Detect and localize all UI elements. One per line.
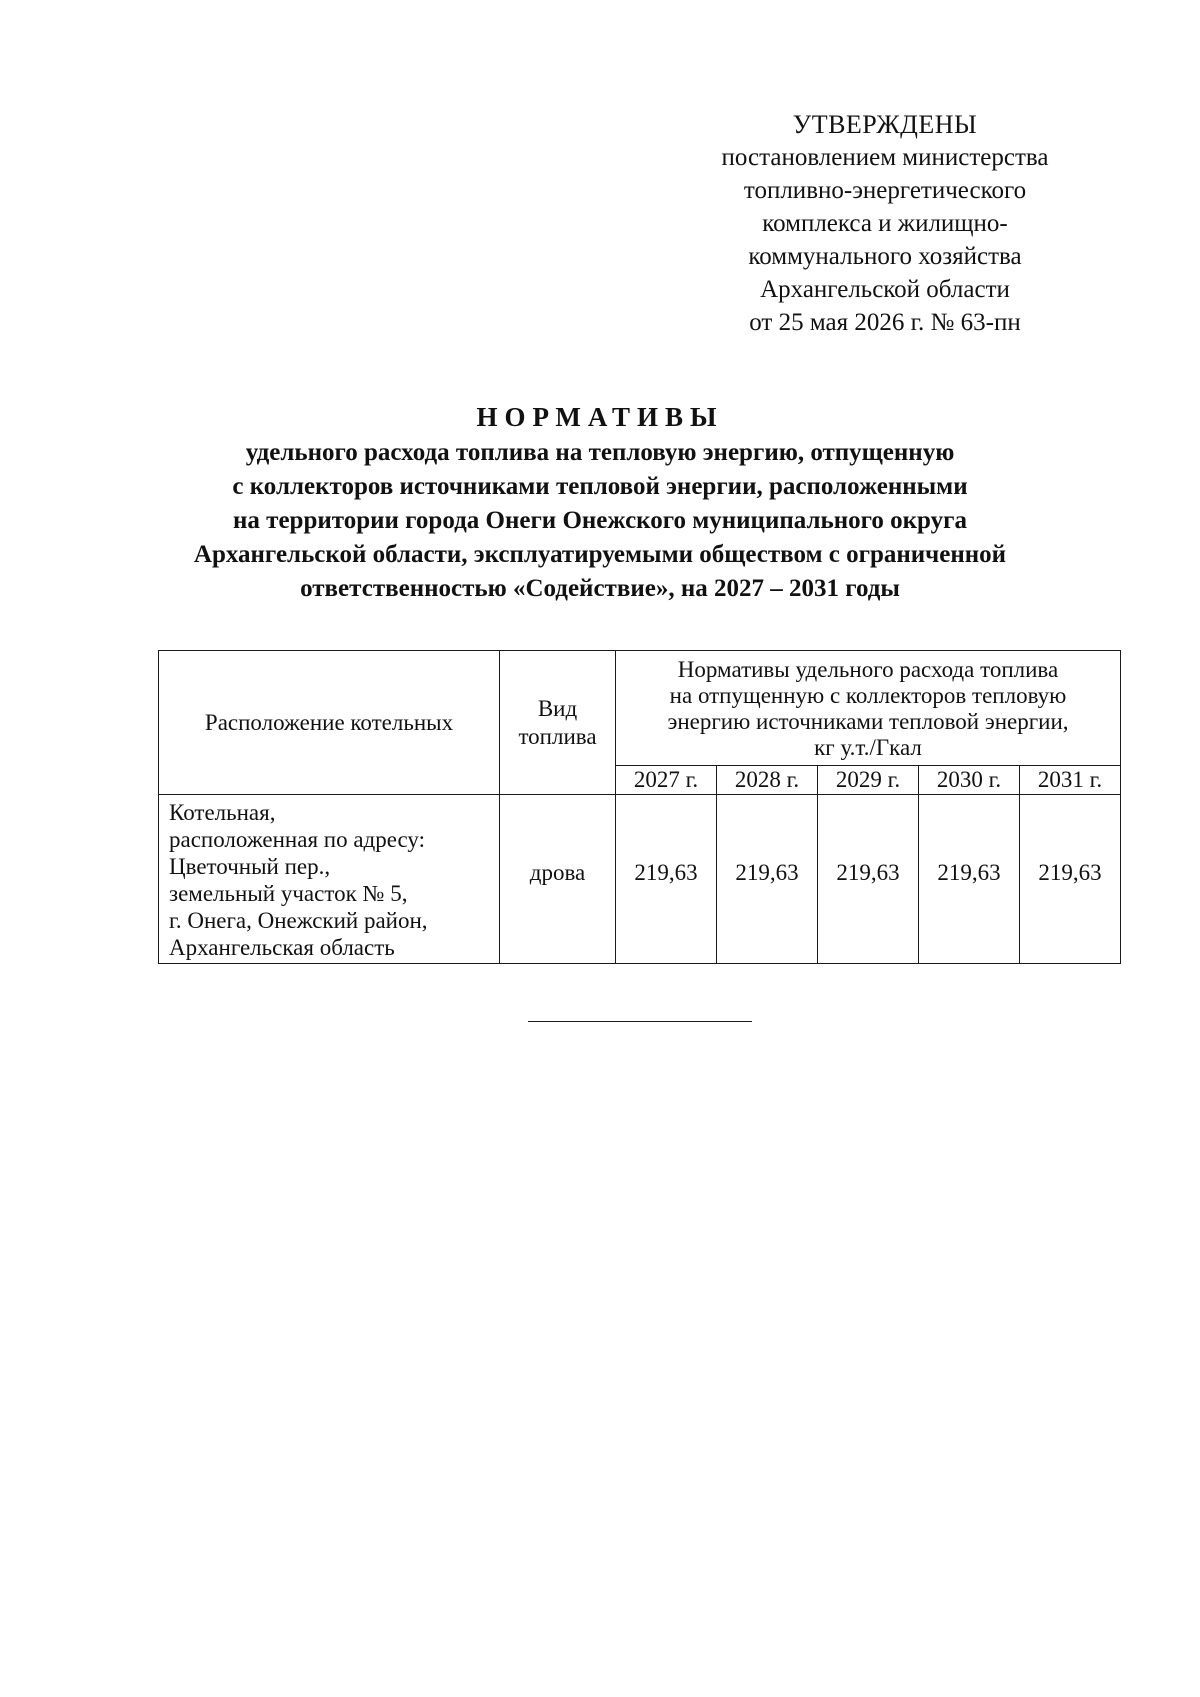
approval-line: коммунального хозяйства bbox=[748, 243, 1022, 270]
title-line: с коллекторов источниками тепловой энергии, расположенными bbox=[232, 473, 968, 500]
title-line: ответственностью «Содействие», на 2027 – 2031 годы bbox=[300, 575, 900, 602]
table-row bbox=[159, 795, 1121, 964]
approval-line: комплекса и жилищно- bbox=[762, 210, 1008, 237]
norms-table bbox=[158, 650, 1121, 964]
header-location: Расположение котельных bbox=[159, 651, 500, 795]
header-year: 2027 г. bbox=[616, 766, 717, 795]
approval-line: Архангельской области bbox=[760, 276, 1010, 303]
document-title bbox=[100, 400, 1100, 606]
end-divider bbox=[528, 1021, 752, 1022]
approval-stamp: УТВЕРЖДЕНЫ bbox=[792, 110, 978, 139]
header-year: 2030 г. bbox=[919, 766, 1020, 795]
cell-value: 219,63 bbox=[616, 795, 717, 964]
approval-line: постановлением министерства bbox=[721, 144, 1049, 171]
table-header-row bbox=[159, 651, 1121, 766]
cell-value: 219,63 bbox=[1020, 795, 1121, 964]
cell-value: 219,63 bbox=[717, 795, 818, 964]
title-heading: НОРМАТИВЫ bbox=[476, 402, 724, 432]
cell-value: 219,63 bbox=[919, 795, 1020, 964]
header-fuel-type: Вид топлива bbox=[500, 651, 616, 795]
header-norms: Нормативы удельного расхода топлива на отпущенную с коллекторов тепловую энергию источниками тепловой энергии, кг у.т./Гкал bbox=[616, 651, 1121, 766]
title-line: удельного расхода топлива на тепловую энергию, отпущенную bbox=[245, 439, 955, 466]
approval-line: топливно-энергетического bbox=[743, 177, 1027, 204]
approval-line: от 25 мая 2026 г. № 63-пн bbox=[749, 309, 1021, 336]
header-year: 2029 г. bbox=[818, 766, 919, 795]
cell-location: Котельная, расположенная по адресу: Цветочный пер., земельный участок № 5, г. Онега, Онежский район, Архангельская область bbox=[159, 795, 500, 964]
cell-value: 219,63 bbox=[818, 795, 919, 964]
cell-fuel: дрова bbox=[500, 795, 616, 964]
header-year: 2028 г. bbox=[717, 766, 818, 795]
approval-block bbox=[700, 108, 1070, 339]
title-line: на территории города Онеги Онежского муниципального округа bbox=[233, 507, 967, 534]
title-line: Архангельской области, эксплуатируемыми обществом с ограниченной bbox=[193, 541, 1007, 568]
header-year: 2031 г. bbox=[1020, 766, 1121, 795]
